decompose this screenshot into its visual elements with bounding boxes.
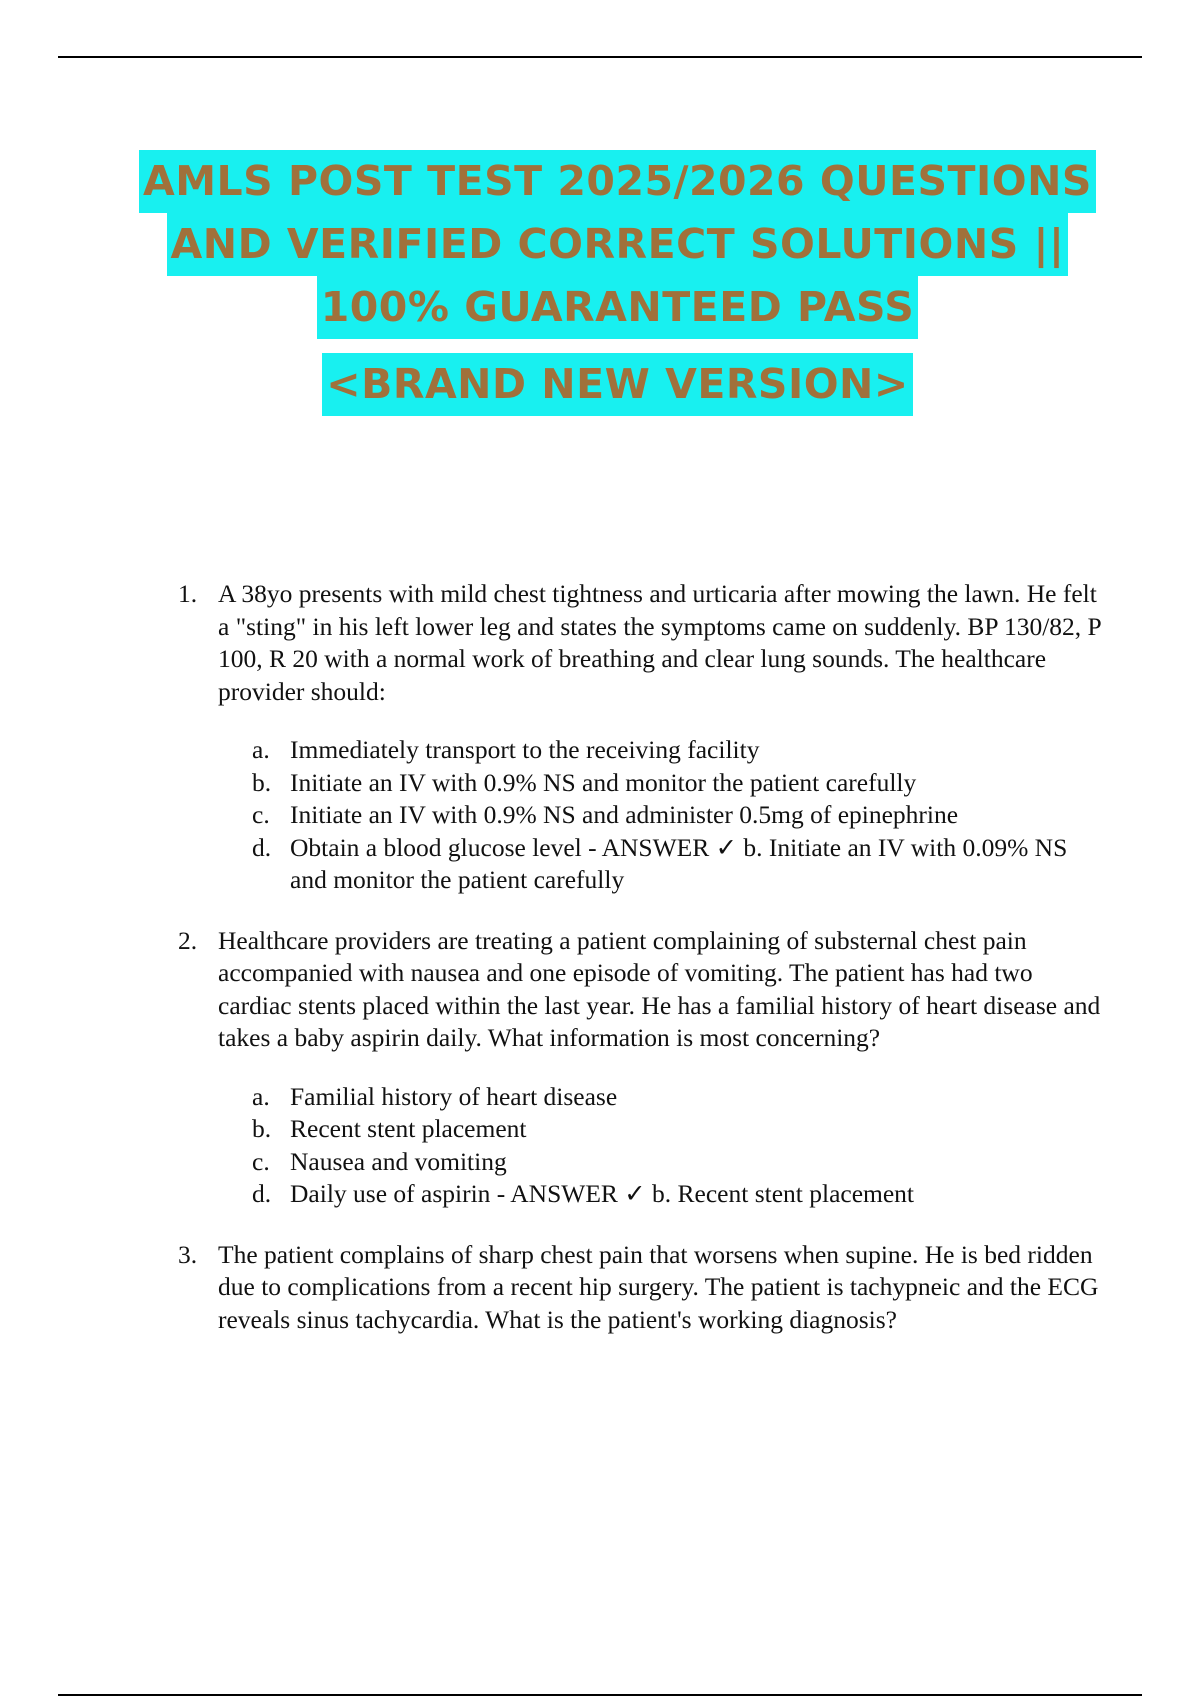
question-list bbox=[178, 578, 1108, 1364]
top-divider bbox=[58, 56, 1142, 58]
option-a bbox=[252, 734, 1108, 767]
option-text: Initiate an IV with 0.9% NS and monitor the patient carefully bbox=[290, 767, 917, 797]
title-line-3: 100% GUARANTEED PASS bbox=[317, 276, 919, 339]
document-title bbox=[0, 150, 1200, 416]
title-line-2: AND VERIFIED CORRECT SOLUTIONS || bbox=[167, 213, 1069, 276]
question-text: The patient complains of sharp chest pain that worsens when supine. He is bed ridden due to complications from a recent hip surgery. The patient is tachypneic and the ECG reveals sinus tachycardia. What is the patient's working diagnosis? bbox=[218, 1239, 1099, 1334]
option-letter: b. bbox=[252, 1114, 272, 1143]
option-letter: a. bbox=[252, 1081, 270, 1111]
option-text: Daily use of aspirin - ANSWER ✓ b. Recent stent placement bbox=[290, 1179, 915, 1208]
question-number: 1. bbox=[178, 579, 198, 608]
option-d bbox=[252, 1178, 1108, 1211]
question-1 bbox=[178, 578, 1108, 897]
option-letter: c. bbox=[252, 1146, 270, 1176]
question-number: 2. bbox=[178, 925, 198, 955]
option-letter: a. bbox=[252, 735, 270, 764]
option-text: Immediately transport to the receiving facility bbox=[290, 735, 760, 764]
option-text: Nausea and vomiting bbox=[290, 1146, 507, 1176]
option-d bbox=[252, 832, 1108, 897]
question-3 bbox=[178, 1239, 1108, 1337]
question-text: Healthcare providers are treating a patient complaining of substernal chest pain accompanied with nausea and one episode of vomiting. The patient has had two cardiac stents placed within the last year. He has a familial history of heart disease and takes a baby aspirin daily. What information is most concerning? bbox=[218, 925, 1101, 1052]
bottom-divider bbox=[58, 1694, 1142, 1696]
option-letter: b. bbox=[252, 767, 272, 797]
option-b bbox=[252, 1113, 1108, 1146]
subtitle: <BRAND NEW VERSION> bbox=[322, 353, 912, 416]
option-a bbox=[252, 1081, 1108, 1114]
question-number: 3. bbox=[178, 1239, 198, 1269]
option-text: Obtain a blood glucose level - ANSWER ✓ b. Initiate an IV with 0.09% NS and monitor the patient carefully bbox=[290, 832, 1068, 894]
title-line-1: AMLS POST TEST 2025/2026 QUESTIONS bbox=[139, 150, 1096, 213]
option-text: Initiate an IV with 0.9% NS and administer 0.5mg of epinephrine bbox=[290, 800, 959, 829]
option-text: Familial history of heart disease bbox=[290, 1081, 618, 1111]
option-b bbox=[252, 767, 1108, 800]
option-letter: d. bbox=[252, 1179, 272, 1208]
answer-options bbox=[218, 734, 1108, 897]
option-text: Recent stent placement bbox=[290, 1114, 527, 1143]
answer-options bbox=[218, 1081, 1108, 1211]
question-text: A 38yo presents with mild chest tightness and urticaria after mowing the lawn. He felt a "sting" in his left lower leg and states the symptoms came on suddenly. BP 130/82, P 100, R 20 with a normal work of breathing and clear lung sounds. The healthcare provider should: bbox=[218, 579, 1101, 706]
question-2 bbox=[178, 925, 1108, 1211]
option-letter: c. bbox=[252, 800, 270, 829]
option-letter: d. bbox=[252, 832, 272, 862]
option-c bbox=[252, 1146, 1108, 1179]
option-c bbox=[252, 799, 1108, 832]
